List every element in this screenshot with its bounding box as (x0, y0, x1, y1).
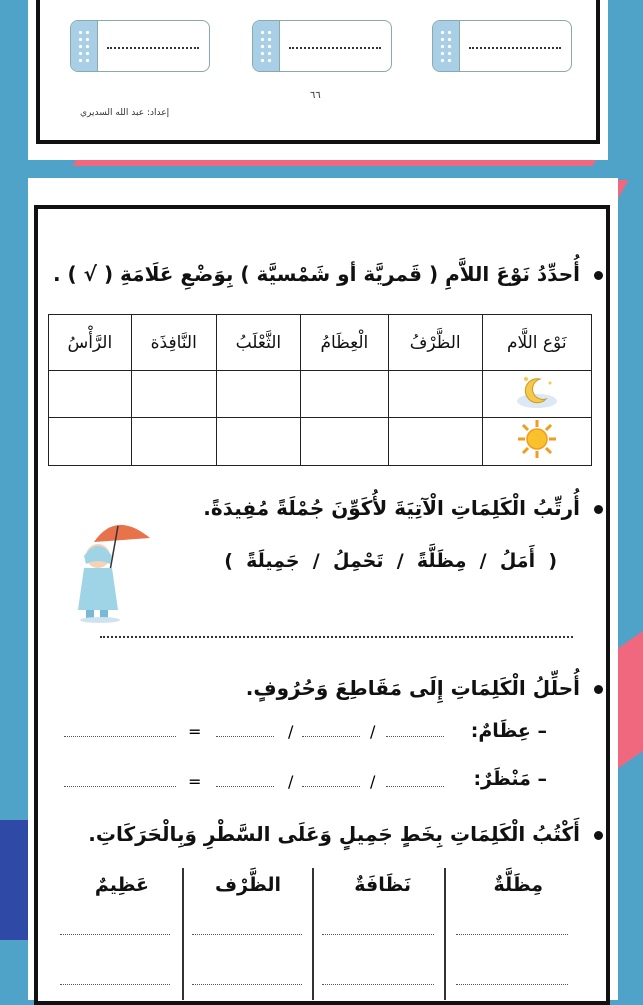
writing-line[interactable] (322, 934, 434, 935)
sun-icon (482, 418, 591, 466)
moon-icon (514, 373, 560, 411)
equals-sign: = (188, 772, 202, 791)
dotted-line (107, 47, 199, 49)
instruction-syllables (40, 676, 603, 700)
writing-line[interactable] (456, 934, 568, 935)
table-cell[interactable] (49, 418, 132, 466)
dotted-line (289, 47, 381, 49)
table-cell[interactable] (216, 418, 300, 466)
separator: / (370, 722, 376, 741)
writing-line[interactable] (456, 984, 568, 985)
table-cell[interactable] (131, 371, 216, 418)
words-to-order: ( أَمَلُ / مِظَلَّةً / تَحْمِلُ / جَمِيلَةً ) (224, 550, 557, 572)
table-header: الثَّعْلَبُ (216, 315, 300, 371)
handwriting-word: عَظِيمٌ (94, 874, 149, 896)
table-cell[interactable] (300, 418, 388, 466)
answer-line[interactable] (64, 786, 176, 787)
answer-line[interactable] (64, 736, 176, 737)
column-divider (182, 868, 184, 1000)
label-tab (71, 21, 98, 71)
syllable-word: – مَنْظَرٌ: (473, 768, 547, 790)
bullet-icon (594, 505, 603, 514)
label-box (70, 20, 210, 72)
writing-line[interactable] (60, 984, 170, 985)
dotted-line (469, 47, 561, 49)
instruction-text: أُحلِّلُ الْكَلِمَاتِ إِلَى مَقَاطِعَ وَحُرُوفٍ. (245, 676, 580, 700)
answer-line[interactable] (302, 736, 360, 737)
equals-sign: = (188, 722, 202, 741)
answer-line[interactable] (386, 786, 444, 787)
table-cell[interactable] (388, 371, 482, 418)
instruction-text: أُرتِّبُ الْكَلِمَاتِ الْآتِيَةَ لأُكَوِّنَ جُمْلَةً مُفِيدَةً. (203, 496, 580, 520)
column-divider (444, 868, 446, 1000)
separator: / (288, 722, 294, 741)
writing-line[interactable] (322, 984, 434, 985)
handwriting-word: الظَّرْف (214, 874, 281, 896)
label-tab (253, 21, 280, 71)
writing-line[interactable] (192, 984, 302, 985)
syllable-word: – عِظَامٌ: (470, 720, 547, 742)
table-header: نَوْع اللَّام (482, 315, 591, 371)
top-page-frame (36, 0, 600, 144)
label-box (432, 20, 572, 72)
moon-icon (482, 371, 591, 418)
table-header: الظَّرْفُ (388, 315, 482, 371)
answer-line[interactable] (302, 786, 360, 787)
label-tab (433, 21, 460, 71)
sun-icon (516, 418, 558, 460)
table-cell[interactable] (49, 371, 132, 418)
table-cell[interactable] (300, 371, 388, 418)
separator: / (288, 772, 294, 791)
separator: / (370, 772, 376, 791)
table-header: الرَّأْسُ (49, 315, 132, 371)
lam-type-table (48, 314, 592, 466)
writing-line[interactable] (192, 934, 302, 935)
table-cell[interactable] (131, 418, 216, 466)
bullet-icon (594, 685, 603, 694)
handwriting-word: مِظَلَّةٌ (493, 874, 543, 896)
writing-line[interactable] (60, 934, 170, 935)
answer-line[interactable] (100, 636, 573, 638)
handwriting-word: نَظَافَةٌ (354, 874, 411, 896)
bullet-icon (594, 831, 603, 840)
answer-line[interactable] (216, 786, 274, 787)
instruction-text: أَكْتُبُ الْكَلِمَاتِ بِخَطٍ جَمِيلٍ وَعَلَى السَّطْرِ وَبِالْحَرَكَاتِ. (88, 822, 580, 846)
instruction-handwriting (40, 822, 603, 846)
girl-umbrella-illustration (74, 512, 154, 624)
instruction-lam-type (40, 262, 603, 286)
table-cell[interactable] (388, 418, 482, 466)
column-divider (312, 868, 314, 1000)
label-box (252, 20, 392, 72)
top-page (28, 0, 608, 160)
instruction-text: أُحدِّدُ نَوْعَ اللاَّمِ ( قَمريَّة أو شَمْسيَّة ) بِوَضْعِ عَلَامَةِ ( √ ) . (52, 262, 580, 286)
table-header: النَّافِذَة (131, 315, 216, 371)
bullet-icon (594, 271, 603, 280)
table-cell[interactable] (216, 371, 300, 418)
answer-line[interactable] (386, 736, 444, 737)
author-credit: إعداد: عبد الله السديري (80, 108, 170, 118)
table-header: الْعِظَامُ (300, 315, 388, 371)
answer-line[interactable] (216, 736, 274, 737)
page-number: ٦٦ (310, 90, 321, 101)
